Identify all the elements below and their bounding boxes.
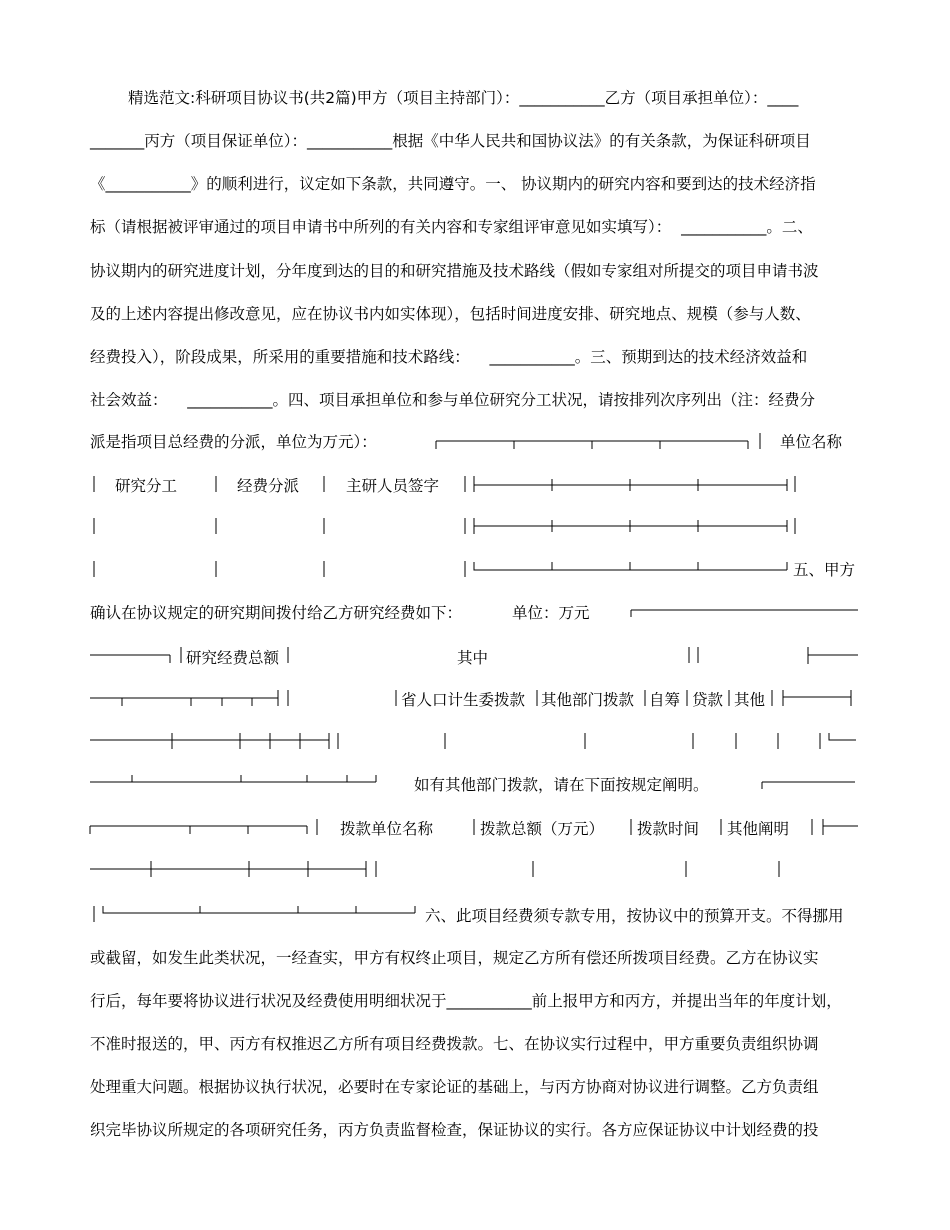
section5-line: 确认在协议规定的研究期间拨付给乙方研究经费如下： [90, 604, 463, 622]
table3-header: 其他阐明 [727, 820, 790, 838]
table2-rules [90, 610, 858, 782]
unit-label: 单位：万元 [512, 604, 590, 622]
text-line: 织完毕协议所规定的各项研究任务，丙方负责监督检查，保证协议的实行。各方应保证协议中计划经费的投 [90, 1121, 819, 1139]
table2-among-label: 其中 [457, 649, 489, 667]
text-line: 经费投入），阶段成果，所采用的重要措施和技术路线： ___________。三、预期到达的技术经济效益和 [90, 348, 808, 366]
text-line: 精选范文:科研项目协议书(共2篇)甲方（项目主持部门）：___________乙方（项目承担单位）：____ [128, 89, 799, 107]
text-line: 及的上述内容提出修改意见，应在协议书内如实体现），包括时间进度安排、研究地点、规模（参与人数、 [90, 305, 811, 323]
text-line: 处理重大问题。根据协议执行状况，必要时在专家论证的基础上，与丙方协商对协议进行调整。乙方负责组 [90, 1078, 819, 1096]
text-line: 派是指项目总经费的分派，单位为万元）： [90, 433, 377, 451]
text-line: 协议期内的研究进度计划，分年度到达的目的和研究措施及技术路线（假如专家组对所提交的项目申请书波 [90, 262, 819, 280]
text-line: _______丙方（项目保证单位）：___________根据《中华人民共和国协议法》的有关条款，为保证科研项目 [90, 132, 811, 150]
table2-subheader: 省人口计生委拨款 [401, 691, 526, 709]
table2-subheader: 自筹 [649, 691, 681, 709]
table3-header: 拨款单位名称 [340, 820, 434, 838]
other-dept-note: 如有其他部门拨款，请在下面按规定阐明。 [414, 776, 709, 794]
text-line: 不准时报送的，甲、丙方有权推迟乙方所有项目经费拨款。七、在协议实行过程中，甲方重要负责组织协调 [90, 1035, 819, 1053]
table3-header: 拨款总额（万元） [480, 820, 605, 838]
text-line: 或截留，如发生此类状况，一经查实，甲方有权终止项目，规定乙方所有偿还所拨项目经费。乙方在协议实 [90, 949, 819, 967]
table2-total-label: 研究经费总额 [186, 649, 280, 667]
section5-tail: 五、甲方 [793, 561, 856, 579]
table1-header-funding: 经费分派 [237, 477, 300, 495]
table2-subheader: 其他部门拨款 [541, 691, 635, 709]
text-line: 行后，每年要将协议进行状况及经费使用明细状况于___________前上报甲方和丙方，并提出当年的年度计划， [90, 992, 842, 1010]
table2-subheader: 贷款 [692, 691, 724, 709]
table1-header-unit-name: 单位名称 [780, 433, 843, 451]
table3-header: 拨款时间 [637, 820, 700, 838]
text-line: 社会效益： ___________。四、项目承担单位和参与单位研究分工状况，请按排列次序列出（注：经费分 [90, 391, 815, 409]
table1-header-signature: 主研人员签字 [346, 477, 440, 495]
table2-subheader: 其他 [734, 691, 766, 709]
table1-header-research-division: 研究分工 [115, 477, 178, 495]
table1-rules [94, 433, 795, 577]
text-line: 标（请根据被评审通过的项目申请书中所列的有关内容和专家组评审意见如实填写）： ___________。二、 [90, 218, 813, 236]
table3-rules [90, 782, 858, 922]
text-line: 六、此项目经费须专款专用，按协议中的预算开支。不得挪用 [425, 907, 844, 925]
text-line: 《___________》的顺利进行，议定如下条款，共同遵守。一、 协议期内的研究内容和要到达的技术经济指 [90, 175, 816, 193]
